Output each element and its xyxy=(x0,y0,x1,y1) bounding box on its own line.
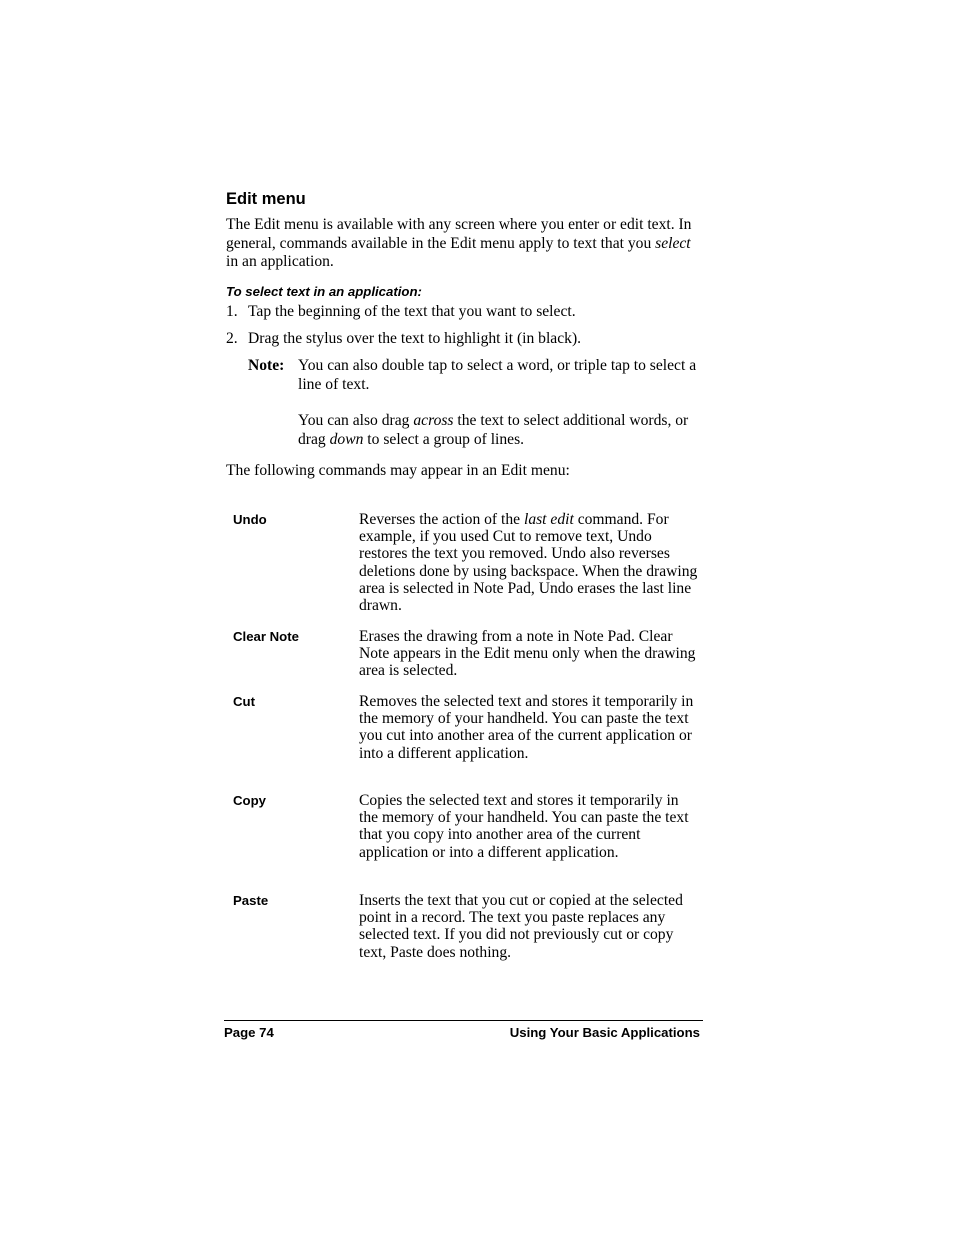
section-title: Edit menu xyxy=(226,190,306,208)
command-desc-text: command. For example, if you used Cut to remove text, Undo restores the text you removed. Undo also reverses deletions done by using backspace. When the drawing area is selected in Note Pad, Undo erases the last line drawn. xyxy=(359,511,698,615)
command-term-copy: Copy xyxy=(233,793,266,808)
intro-paragraph xyxy=(226,216,706,272)
command-term-paste: Paste xyxy=(233,893,269,908)
footer-rule xyxy=(224,1020,703,1021)
note-text: the text to select additional words, or drag xyxy=(298,412,689,448)
footer-chapter-title: Using Your Basic Applications xyxy=(509,1025,700,1040)
step-text: Drag the stylus over the text to highlight it (in black). xyxy=(248,330,582,347)
commands-intro: The following commands may appear in an Edit menu: xyxy=(226,462,570,479)
intro-text: The Edit menu is available with any screen where you enter or edit text. In general, commands available in the Edit menu apply to text that you xyxy=(226,216,692,252)
command-desc-paste: Inserts the text that you cut or copied at the selected point in a record. The text you paste replaces any selected text. If you did not previously cut or copy text, Paste does nothing. xyxy=(359,892,683,961)
command-desc-undo xyxy=(359,511,699,614)
step-text: Tap the beginning of the text that you want to select. xyxy=(248,303,576,320)
footer-page-number: Page 74 xyxy=(224,1025,274,1040)
note-paragraph-2 xyxy=(298,412,708,449)
step-number: 2. xyxy=(226,330,238,347)
note-label: Note: xyxy=(248,357,285,374)
note-text: You can also drag xyxy=(298,412,414,429)
intro-emphasis: select xyxy=(655,234,691,252)
note-text: to select a group of lines. xyxy=(363,430,525,448)
command-desc-cut: Removes the selected text and stores it temporarily in the memory of your handheld. You can paste the text you cut into another area of the current application or into a different application. xyxy=(359,693,694,762)
command-desc-clear-note: Erases the drawing from a note in Note Pad. Clear Note appears in the Edit menu only when the drawing area is selected. xyxy=(359,628,696,680)
note-paragraph-1: You can also double tap to select a word, or triple tap to select a line of text. xyxy=(298,357,697,393)
note-emphasis: across xyxy=(413,412,454,429)
note-emphasis: down xyxy=(329,430,364,448)
procedure-step xyxy=(226,330,706,349)
command-term-undo: Undo xyxy=(233,512,267,527)
procedure-step xyxy=(226,303,706,322)
command-desc-text: Reverses the action of the xyxy=(359,511,524,528)
command-desc-copy: Copies the selected text and stores it temporarily in the memory of your handheld. You can paste the text that you copy into another area of the current application or into a different application. xyxy=(359,792,689,861)
command-desc-emphasis: last edit xyxy=(523,511,574,528)
command-term-cut: Cut xyxy=(233,694,255,709)
command-term-clear-note: Clear Note xyxy=(233,629,299,644)
step-number: 1. xyxy=(226,303,238,320)
intro-text-end: in an application. xyxy=(226,253,334,271)
procedure-title: To select text in an application: xyxy=(226,284,422,299)
